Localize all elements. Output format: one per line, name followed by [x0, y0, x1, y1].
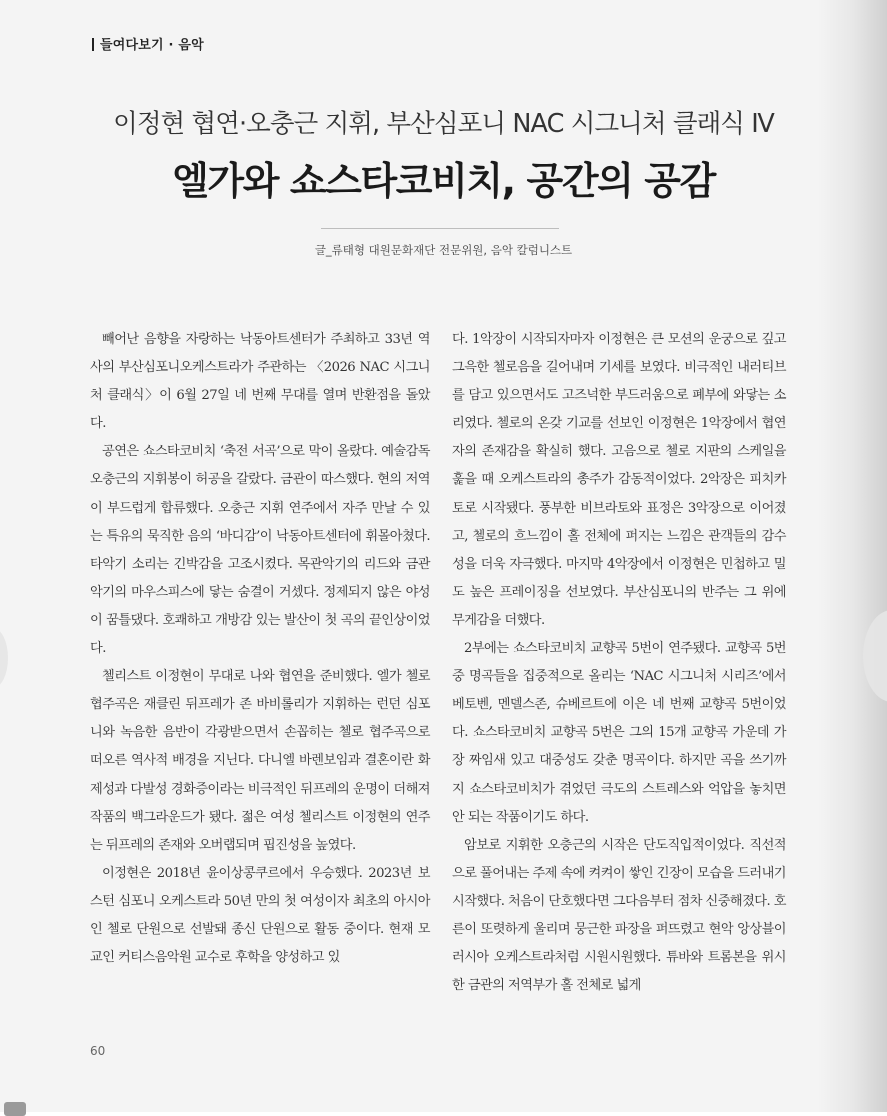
paragraph: 첼리스트 이정현이 무대로 나와 협연을 준비했다. 엘가 첼로 협주곡은 재클린 뒤프레가 존 바비롤리가 지휘하는 런던 심포니와 녹음한 음반이 각광받으면서 손꼽히는 첼로 협주곡으로 떠오른 역사적 배경을 지닌다. 다니엘 바렌보임과 결혼이란 화제성과 다발성 경화증이라는 비극적인 뒤프레의 운명이 더해져 작품의 백그라운드가 됐다. 젊은 여성 첼리스트 이정현의 연주는 뒤프레의 존재와 오버랩되며 핍진성을 높였다. — [90, 669, 430, 853]
paragraph: 다. 1악장이 시작되자마자 이정현은 큰 모션의 운궁으로 깊고 그윽한 첼로음을 길어내며 기세를 보였다. 비극적인 내러티브를 담고 있으면서도 고즈넉한 부드러움으로 폐부에 와닿는 소리였다. 첼로의 온갖 기교를 선보인 이정현은 1악장에서 협연자의 존재감을 확실히 했다. 고음으로 첼로 지판의 스케일을 훑을 때 오케스트라의 총주가 감동적이었다. 2악장은 피치카토로 시작됐다. 풍부한 비브라토와 표정은 3악장으로 이어졌고, 첼로의 흐느낌이 홀 전체에 퍼지는 느낌은 관객들의 감수성을 더욱 자극했다. 마지막 4악장에서 이정현은 민첩하고 밀도 높은 프레이징을 선보였다. 부산심포니의 반주는 그 위에 무게감을 더했다. — [452, 332, 786, 628]
paragraph: 빼어난 음향을 자랑하는 낙동아트센터가 주최하고 33년 역사의 부산심포니오케스트라가 주관하는 〈2026 NAC 시그니처 클래식〉이 6월 27일 네 번째 무대를 열며 반환점을 돌았다. — [90, 332, 430, 432]
corner-tab[interactable] — [4, 1102, 26, 1116]
paragraph: 공연은 쇼스타코비치 ‘축전 서곡’으로 막이 올랐다. 예술감독 오충근의 지휘봉이 허공을 갈랐다. 금관이 따스했다. 현의 저역이 부드럽게 합류했다. 오충근 지휘 연주에서 자주 만날 수 있는 특유의 묵직한 음의 ‘바디감’이 낙동아트센터에 휘몰아쳤다. 타악기 소리는 긴박감을 고조시켰다. 목관악기의 리드와 금관악기의 마우스피스에 닿는 숨결이 거셌다. 정제되지 않은 야성이 꿈틀댔다. 호쾌하고 개방감 있는 발산이 첫 곡의 끝인상이었다. — [90, 444, 430, 657]
section-label — [92, 34, 204, 53]
title-divider — [321, 228, 559, 229]
paragraph: 이정현은 2018년 윤이상콩쿠르에서 우승했다. 2023년 보스턴 심포니 오케스트라 50년 만의 첫 여성이자 최초의 아시아인 첼로 단원으로 선발돼 종신 단원으로 활동 중이다. 현재 모교인 커티스음악원 교수로 후학을 양성하고 있 — [90, 865, 430, 966]
article-byline: 글_류태형 대원문화재단 전문위원, 음악 칼럼니스트 — [314, 243, 573, 257]
next-page-handle[interactable] — [863, 610, 887, 702]
section-label-bar — [92, 38, 94, 51]
paragraph: 2부에는 쇼스타코비치 교향곡 5번이 연주됐다. 교향곡 5번 중 명곡들을 집중적으로 올리는 ‘NAC 시그니처 시리즈’에서 베토벤, 멘델스존, 슈베르트에 이은 네 번째 교향곡 5번이었다. 쇼스타코비치 교향곡 5번은 그의 15개 교향곡 가운데 가장 짜임새 있고 대중성도 갖춘 명곡이다. 하지만 곡을 쓰기까지 쇼스타코비치가 겪었던 극도의 스트레스와 억압을 놓치면 안 되는 작품이기도 하다. — [452, 641, 786, 825]
body-column-right — [452, 326, 786, 1000]
section-label-text: 들여다보기 · 음악 — [100, 38, 204, 53]
body-column-left — [90, 326, 430, 972]
paragraph: 암보로 지휘한 오충근의 시작은 단도직입적이었다. 직선적으로 풀어내는 주제 속에 켜켜이 쌓인 긴장이 모습을 드러내기 시작했다. 처음이 단호했다면 그다음부터 점차 신중해졌다. 호른이 또렷하게 울리며 뭉근한 파장을 퍼뜨렸고 현악 앙상블이 러시아 오케스트라처럼 시원시원했다. 튜바와 트롬본을 위시한 금관의 저역부가 홀 전체로 넓게 — [452, 837, 786, 994]
prev-page-handle[interactable] — [0, 628, 8, 688]
page-number: 60 — [90, 1044, 106, 1058]
article-title: 엘가와 쇼스타코비치, 공간의 공감 — [172, 159, 715, 203]
article-subtitle: 이정현 협연·오충근 지휘, 부산심포니 NAC 시그니처 클래식 Ⅳ — [113, 109, 774, 139]
